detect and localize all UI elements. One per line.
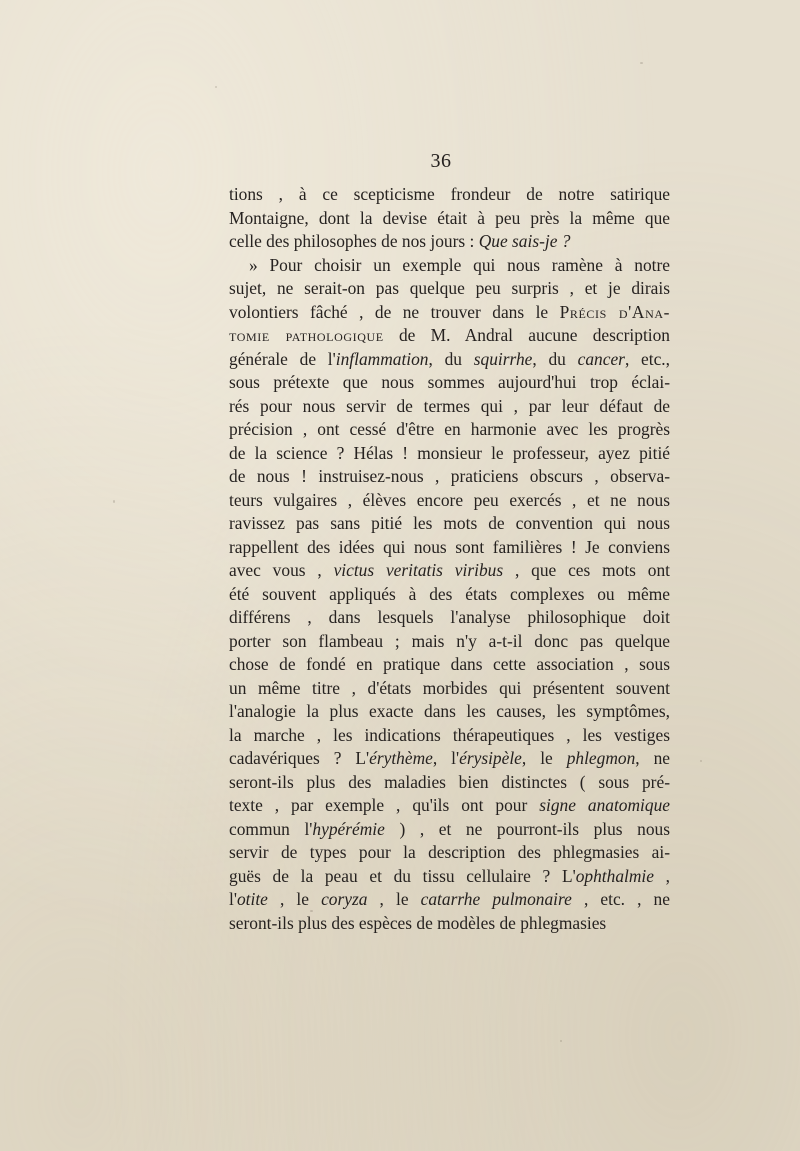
italic-term: coryza (321, 889, 368, 909)
paper-speck (310, 910, 313, 912)
text-line: de nous ! instruisez-nous , praticiens obscurs , observa- (229, 466, 670, 486)
text-line: celle des philosophes de nos jours : Que sais-je ? (229, 231, 571, 251)
italic-term: cancer (577, 348, 625, 369)
text-line: l'otite , le coryza , le catarrhe pulmonaire , etc. , ne (229, 889, 670, 909)
text-line: avec vous , victus veritatis viribus , que ces mots ont (229, 560, 670, 580)
text-line: seront-ils plus des maladies bien distinctes ( sous pré- (229, 771, 670, 792)
italic-term: signe anatomique (539, 795, 670, 815)
text-line: chose de fondé en pratique dans cette association , sous (229, 654, 670, 674)
paper-speck (113, 500, 115, 503)
text-line: tions , à ce scepticisme frondeur de notre satirique (229, 184, 670, 204)
text-line: sujet, ne serait-on pas quelque peu surpris , et je dirais (229, 278, 670, 298)
small-caps-title: Précis d'Ana- (559, 301, 670, 322)
text-line: porter son flambeau ; mais n'y a-t-il donc pas quelque (229, 630, 670, 651)
text-line: seront-ils plus des espèces de modèles de phlegmasies (229, 912, 607, 933)
text-line: été souvent appliqués à des états complexes ou même (229, 583, 670, 604)
text-line: guës de la peau et du tissu cellulaire ? L'ophthalmie , (229, 865, 670, 886)
paper-speck (700, 760, 702, 762)
text-line: différens , dans lesquels l'analyse philosophique doit (229, 607, 670, 627)
text-line: la marche , les indications thérapeutiques , les vestiges (229, 724, 670, 745)
text-line: de la science ? Hélas ! monsieur le professeur, ayez pitié (229, 442, 670, 463)
text-line: ravissez pas sans pitié les mots de convention qui nous (229, 513, 670, 533)
text-line: teurs vulgaires , élèves encore peu exercés , et ne nous (229, 489, 670, 510)
italic-term: otite (236, 889, 268, 909)
text-line: cadavériques ? L'érythème, l'érysipèle, le phlegmon, ne (229, 748, 670, 768)
text-line: sous prétexte que nous sommes aujourd'hui trop éclai- (229, 372, 670, 392)
body-text (229, 183, 670, 935)
text-line: commun l'hypérémie ) , et ne pourront-ils plus nous (229, 818, 671, 839)
italic-term: phlegmon (566, 748, 636, 768)
italic-term: érythème (369, 748, 433, 768)
italic-term: érysipèle (459, 748, 522, 768)
italic-term: victus veritatis viribus (333, 560, 504, 580)
paper-speck (215, 86, 217, 88)
text-line: un même titre , d'états morbides qui présentent souvent (229, 677, 670, 698)
text-line: rappellent des idées qui nous sont familières ! Je conviens (229, 536, 670, 557)
italic-term: ophthalmie (575, 865, 654, 886)
page-number: 36 (430, 150, 452, 172)
text-line: l'analogie la plus exacte dans les causes, les symptômes, (229, 701, 670, 721)
italic-term: Que sais-je ? (478, 231, 571, 251)
italic-term: squirrhe (473, 348, 533, 369)
text-line: précision , ont cessé d'être en harmonie avec les progrès (229, 419, 670, 439)
text-line: volontiers fâché , de ne trouver dans le Précis d'Ana- (229, 301, 670, 322)
text-line: rés pour nous servir de termes qui , par leur défaut de (229, 395, 670, 416)
italic-term: catarrhe pulmonaire (420, 889, 572, 909)
text-line: Montaigne, dont la devise était à peu près la même que (229, 207, 670, 228)
text-line: tomie pathologique de M. Andral aucune description (229, 325, 670, 345)
text-line: générale de l'inflammation, du squirrhe, du cancer, etc., (229, 348, 671, 369)
small-caps-title: tomie pathologique (229, 325, 384, 345)
text-line: servir de types pour la description des phlegmasies ai- (229, 842, 670, 862)
text-line: texte , par exemple , qu'ils ont pour signe anatomique (229, 795, 670, 815)
paper-speck (560, 1040, 562, 1042)
paper-speck (640, 62, 643, 64)
italic-term: hypérémie (312, 818, 385, 839)
text-line: » Pour choisir un exemple qui nous ramène à notre (249, 254, 670, 275)
italic-term: inflammation (335, 348, 429, 369)
